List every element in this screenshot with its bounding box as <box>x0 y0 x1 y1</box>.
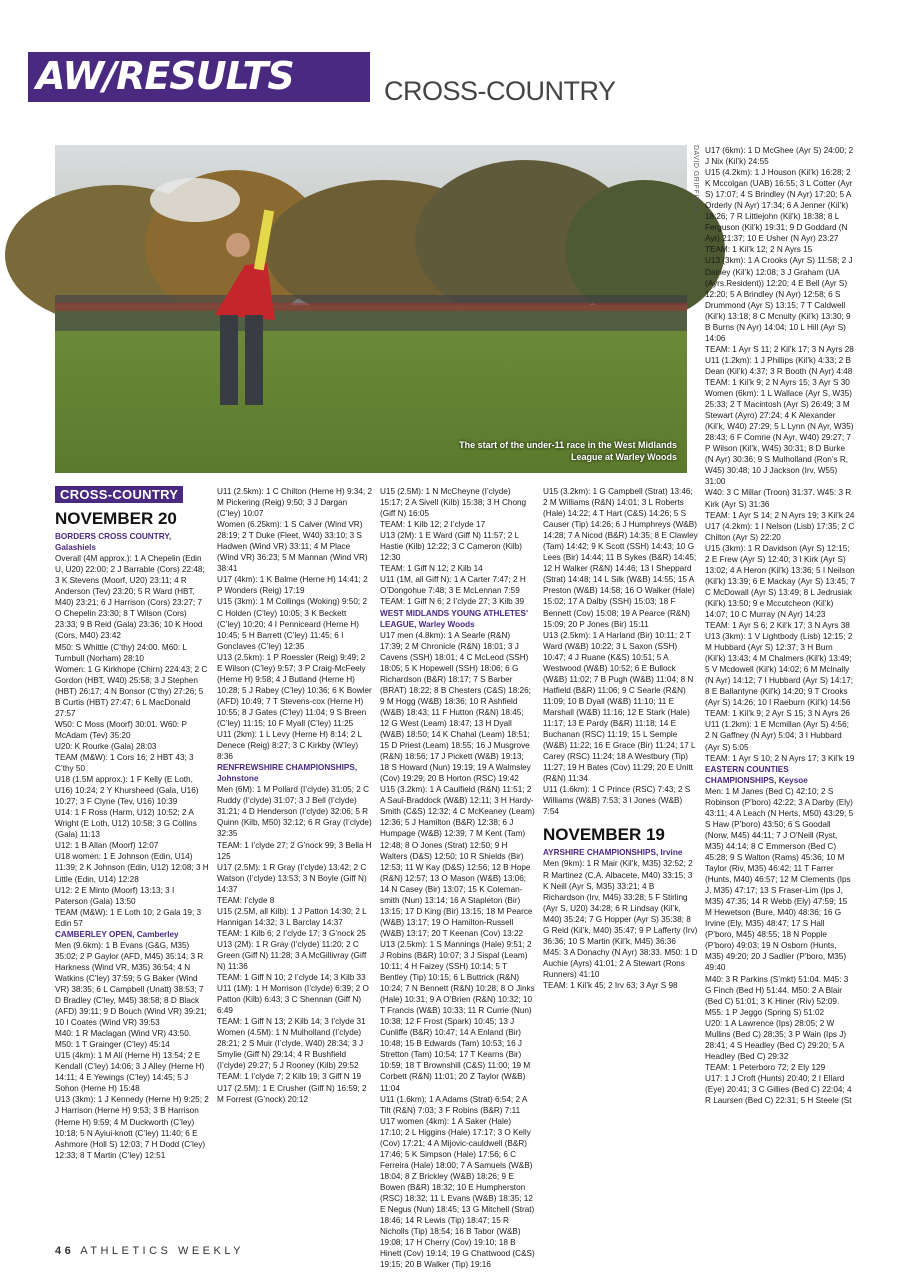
result-line: TEAM: 1 Peterboro 72; 2 Ely 129 <box>705 1062 826 1072</box>
result-line: TEAM: 1 Ayr S 14; 2 N Ayrs 19; 3 Kil’k 24 <box>705 510 855 520</box>
result-line: M40: 1 R Maclagan (Wind VR) 43:50. <box>55 1029 192 1039</box>
result-line: U13 (3km): 1 V Lightbody (Lisb) 12:15; 2 M Hubbard (Ayr S) 12:37; 3 H Burn (Kil’k) 13:43; 4 M Chalmers (Kil’k) 13:49; 5 V Mcdowell (Kil’k) 14:02; 6 M Mclnally (N Ayr) 14:12; 7 I Hubbard (Ayr S) 14:17; 8 E Ballantyne (Kil’k) 14:20; 9 T Crooks (Ayr S) 14:26; 10 I Raeburn (Kil’k) 14:56 <box>705 632 854 708</box>
event-heading-ayrshire: AYRSHIRE CHAMPIONSHIPS, Irvine <box>543 848 683 858</box>
result-line: TEAM: 1 I’clyde 27; 2 G’nock 99; 3 Bella H 125 <box>217 840 372 861</box>
result-line: Women (6km): 1 L Wallace (Ayr S, W35) 25:33; 2 T Macintosh (Ayr S) 26:49; 3 M Stewart (Ayro) 27:24; 4 K Alexander (Kil’k, W40) 27:29; 5 L Lynn (N Ayr, W35) 28:43; 6 F Comrie (N Ayr, W40) 29:27; 7 P Wilson (Kil’k, W45) 30:31; 8 D Burke (N Ayr) 30:36; 9 S Mulholland (Ron’s R, W45) 30:48; 10 J Jackson (Irv, W55) 31:00 <box>705 389 854 487</box>
result-line: U11 (1M, all Giff N): 1 A Carter 7:47; 2 H O’Dongohue 7:48; 3 E McLennan 7:59 <box>380 575 526 596</box>
date-heading-nov20: NOVEMBER 20 <box>55 509 177 529</box>
result-line: U17 (2.5M): 1 E Crusher (Giff N) 16:59; 2 M Forrest (G’nock) 20:12 <box>217 1083 367 1104</box>
event-heading-west-midlands: WEST MIDLANDS YOUNG ATHLETES’ LEAGUE, Warley Woods <box>380 608 528 629</box>
result-line: U15 (4km): 1 M Ali (Herne H) 13:54; 2 E Kendall (C’ley) 14:06; 3 J Alley (Herne H) 14:11; 4 E Yewings (C’ley) 14:45; 5 J Sohon (Herne H) 15:48 <box>55 1051 205 1094</box>
result-line: Women (6.25km): 1 S Calver (Wind VR) 28:19; 2 T Duke (Fleet, W40) 33:10; 3 S Hadwen (Wind VR) 33:11; 4 M Place (Wind VR) 36:23; 5 M Mannan (Wind VR) 38:41 <box>217 520 368 574</box>
result-line: U13 (3km): 1 A Crooks (Ayr S) 11:58; 2 J Dainey (Kil’k) 12:08; 3 J Graham (UA (Ayrs.Resident)) 12:20; 4 E Bell (Ayr S) 12:20; 5 A Brindley (N Ayr) 12:58; 6 S Drummond (Ayr S) 13:15; 7 T Caldwell (Kil’k) 13:18; 8 C Mcnulty (Kil’k) 13:30; 9 B Burns (N Ayr) 14:04; 10 L Hill (Ayr S) 14:06 <box>705 256 853 343</box>
result-line: Women: 1 G Kirkhope (Chirn) 224:43; 2 C Gordon (HBT, W40) 25:58; 3 J Stephen (HBT) 26:17; 4 N Bonsor (C’thy) 27:26; 5 B Curtis (HBT) 27:47; 6 L MacDonald 27:57 <box>55 664 208 718</box>
page-footer <box>55 1245 244 1257</box>
result-line: W50: C Moss (Moorf) 30:01. W60: P McAdam (Tev) 35:20 <box>55 719 187 740</box>
result-line: U15 (4.2km): 1 J Houson (Kil’k) 16:28; 2 K Mccolgan (UAB) 16:55; 3 L Cotter (Ayr S) 17:07; 4 S Brindley (N Ayr) 17:20; 5 A Orderly (N Ayr) 17:34; 6 A Jenner (Kil’k) 18:26; 7 R Littlejohn (Kil’k) 18:38; 8 L Ferguson (Kil’k) 19:31; 9 D Goddard (N Ayr) 21:37; 10 E Usher (N Ayr) 23:27 <box>705 168 853 244</box>
result-line: TEAM: 1 Kil’k 9; 2 Ayr S 15; 3 N Ayrs 26 <box>705 709 850 719</box>
magazine-name: ATHLETICS WEEKLY <box>80 1245 244 1257</box>
event-heading-renfrewshire: RENFREWSHIRE CHAMPIONSHIPS, Johnstone <box>217 763 358 784</box>
result-line: TEAM: 1 Giff N 12; 2 Kilb 14 <box>380 564 483 574</box>
result-line: TEAM: 1 Kilb 12; 2 I’clyde 17 <box>380 520 486 530</box>
result-line: U17 (2.5M): 1 R Gray (I’clyde) 13:42; 2 C Watson (I’clyde) 13:53; 3 N Boyle (Giff N) 14:37 <box>217 862 367 894</box>
result-line: Women (4.5M): 1 N Mulholland (I’clyde) 28:21; 2 S Muir (I’clyde, W40) 28:34; 3 J Smylie (Giff N) 29:14; 4 R Bushfield (I’clyde) 29:27; 5 J Rooney (Kilb) 29:52 <box>217 1028 364 1071</box>
result-line: U13 (2M): 1 E Ward (Giff N) 11:57; 2 L Hastie (Kilb) 12:22; 3 C Cameron (Kilb) 12:30 <box>380 531 522 563</box>
section-title: CROSS-COUNTRY <box>384 76 616 106</box>
result-line: Men (9.6km): 1 B Evans (G&G, M35) 35:02; 2 P Gaylor (AFD, M45) 35:14; 3 R Harkness (Wind VR, M35) 36:54; 4 N Watkins (C’ley) 37:59; 5 G Baker (Wind VR) 38:35; 6 L Campbell (Unatt) 38:53; 7 D Bradley (C’ley, M45) 38:58; 8 D Black (AFD) 39:11; 9 D Bouch (Wind VR) 39:21; 10 I Coates (Wind VR) 39:53 <box>55 940 207 1028</box>
results-banner <box>28 52 370 102</box>
race-start-illustration <box>55 145 687 473</box>
result-line: U14: 1 F Ross (Harm, U12) 10:52; 2 A Wright (E Loth, U12) 10:58; 3 G Collins (Gala) 11:13 <box>55 808 197 840</box>
result-line: TEAM: I’clyde 8 <box>217 895 275 905</box>
result-line: U20: 1 A Lawrence (Ips) 28:05; 2 W Mullins (Bed C) 28:35; 3 P Wain (Ips J) 28:41; 4 S Headley (Bed C) 29:20; 5 A Headley (Bed C) 29:32 <box>705 1018 847 1061</box>
result-line: U12: 2 E Minto (Moorf) 13:13; 3 I Paterson (Gala) 13:50 <box>55 885 175 906</box>
result-line: U15 (3km): 1 M Collings (Woking) 9:50; 2 C Holden (C’ley) 10:05; 3 K Beckett (C’ley) 10:20; 4 I Penniceard (Herne H) 10:45; 5 H Barrett (C’ley) 11:45; 6 I Gonclaves (C’ley) 12:35 <box>217 597 368 651</box>
result-line: M40: 3 R Parkins (S’mkt) 51:04. M45: 3 G Finch (Bed H) 51:44. M50: 2 A Blair (Bed C) 51:01; 3 K Hiner (Riv) 52:09. <box>705 974 849 1006</box>
result-line: U17 men (4.8km): 1 A Searle (R&N) 17:39; 2 M Chronicle (R&N) 18:01; 3 J Cavens (SSH) 18:01; 4 C McLeod (SSH) 18:05; 5 K Hopewell (SSH) 18:06; 6 G Richardson (B&R) 18:17; 7 S Barber (BRAT) 18:22; 8 B Chesters (C&S) 18:26; 9 M Hogg (W&B) 18:36; 10 R Ashfield (W&B) 18:43; 11 F Hutton (R&N) 18:45; 12 G West (Leam) 18:47; 13 H Dyall (W&B) 18:50; 14 K Chahal (Leam) 18:51; 15 D Priest (Leam) 18:55; 16 J Musgrove (R&N) 18:56; 17 J Pickett (W&B) 19:13; 18 S Howard (Nun) 19:19; 19 A Walmsley (Cov) 19:29; 20 B Horton (RSC) 19:42 <box>380 630 531 784</box>
result-line: Men: 1 M Janes (Bed C) 42:10; 2 S Robinson (P’boro) 42:22; 3 A Darby (Ely) 43:11; 4 A Leach (N Herts, M50) 43:29; 5 S Haw (P’boro) 43:50; 6 S Goodall (Norw, M45) 44:11; 7 J O’Neill (Ryst, M35) 44:14; 8 C Emmerson (Bed C) 45:28; 9 S Walton (Rams) 45:36; 10 M Taylor (Riv, M35) 46:42; 11 T Farrer (Hunts, M40) 46:57; 12 M Clements (Ips J, M35) 47:17; 13 S Fraser-Lim (Ips J, M35) 47:35; 14 R Webb (Ely) 47:59; 15 M Hewetson (Bure, M40) 48:36; 16 G Irvine (Ely, M35) 48:47; 17 S Hall (P’boro, M45) 48:55; 18 N Popple (P’boro) 49:03; 19 N Osborn (Hunts, M35) 49:20; 20 J Sadlier (P’boro, M35) 49:40 <box>705 786 854 973</box>
result-line: TEAM: 1 Ayr S 10; 2 N Ayrs 17; 3 Kil’k 19 <box>705 753 855 763</box>
results-column-2 <box>217 486 372 1226</box>
result-line: Men (9km): 1 R Mair (Kil’k, M35) 32:52; 2 R Martinez (C.A. Albacete, M40) 33:15; 3 K Neill (Ayr S, M35) 33:21; 4 B Richardson (Irv, M45) 33:28; 5 F Stirling (Ayr S, U20) 34:28; 6 R Lindsay (Kil’k, M40) 35:24; 7 G Hopper (Ayr S) 35:38; 8 G Reid (Kil’k, M40) 35:47; 9 P Lafferty (Irv) 36:36; 10 S Martin (Kil’k, M45) 36:36 <box>543 859 698 946</box>
result-line: U17 women (4km): 1 A Saker (Hale) 17:10; 2 L Higgins (Hale) 17:17; 3 O Kelly (Cov) 17:21; 4 A Mijovic-cauldwell (B&R) 17:46; 5 K Simpson (Hale) 17:56; 6 C Ferreira (Hale) 18:00; 7 A Samuels (W&B) 18:04; 8 Z Brickley (W&B) 18:26; 9 E Bowen (B&R) 18:32; 10 E Humpherston (RSC) 18:32; 11 L Evans (W&B) 18:35; 12 E Negus (Nun) 18:45; 13 G Mitchell (Strat) 18:46; 14 R Lewis (Tip) 18:47; 15 R Nicholls (Tip) 18:54; 16 B Tabor (W&B) 19:08; 17 H Cherry (Cov) 19:10; 18 B Hinett (Cov) 19:14; 19 G Chattwood (C&S) 19:15; 20 B Walker (Tip) 19:16 <box>380 1116 535 1270</box>
banner-title: AW/RESULTS <box>36 54 294 98</box>
result-line: U11 (1.2km): 1 E Mcmillan (Ayr S) 4:56; 2 N Gaffney (N Ayr) 5:04; 3 I Hubbard (Ayr S) 5:05 <box>705 720 849 752</box>
result-line: TEAM: 1 Giff N 6; 2 I’clyde 27; 3 Kilb 39 <box>380 597 525 607</box>
result-line: U20: K Rourke (Gala) 28:03 <box>55 741 157 751</box>
result-line: U15 (2.5M, all Kilb): 1 J Patton 14:30; 2 L Hannigan 14:32; 3 L Barclay 14:37 <box>217 906 367 927</box>
result-line: TEAM: 1 Kil’k 12; 2 N Ayrs 15 <box>705 245 813 255</box>
result-line: U18 women: 1 E Johnson (Edin, U14) 11:39; 2 K Johnson (Edin, U12) 12:08; 3 H Little (Edin, U14) 12:28 <box>55 852 209 884</box>
section-tag: CROSS-COUNTRY <box>55 486 183 503</box>
result-line: U11 (1M): 1 H Morrison (I’clyde) 6:39; 2 O Patton (Kilb) 6:43; 3 C Shennan (Giff N) 6:49 <box>217 984 369 1016</box>
photo-credit <box>690 145 700 215</box>
result-line: U11 (1.2km): 1 J Phillips (Kil’k) 4:33; 2 B Dean (Kil’k) 4:37; 3 R Booth (N Ayr) 4:48 <box>705 355 853 376</box>
result-line: U17 (6km): 1 D McGhee (Ayr S) 24:00; 2 J Nix (Kil’k) 24:55 <box>705 146 854 167</box>
result-line: TEAM: 1 Kilb 6; 2 I’clyde 17; 3 G’nock 25 <box>217 928 366 938</box>
result-line: U13 (2.5km): 1 P Roessler (Reig) 9:49; 2 E Wilson (C’ley) 9:57; 3 P Craig-McFeely (Herne H) 9:58; 4 J Butland (Herne H) 10:28; 5 J Rabey (C’ley) 10:36; 6 K Bowler (AFD) 10:49; 7 T Stevens-cox (Herne H) 10:55; 8 J Gates (C’ley) 11:04; 9 S Breen (C’ley) 11:15; 10 F Myall (C’ley) 11:25 <box>217 652 372 728</box>
result-line: U13 (2M): 1 R Gray (I’clyde) 11:20; 2 C Green (Giff N) 11:28; 3 A McGillivray (Giff N) 11:36 <box>217 939 367 972</box>
result-line: M45: 3 A Donachy (N Ayr) 38:33. M50: 1 D Auchie (Ayrs) 41:01; 2 A Stewart (Rons Runners) 41:10 <box>543 947 698 979</box>
result-line: U17 (4km): 1 K Balme (Herne H) 14:41; 2 P Wonders (Reig) 17:19 <box>217 575 368 596</box>
result-line: TEAM: 1 Kil’k 9; 2 N Ayrs 15; 3 Ayr S 30 <box>705 377 850 387</box>
result-line: U11 (2km): 1 L Levy (Herne H) 8:14; 2 L Denece (Reig) 8:27; 3 C Kirkby (W’ley) 8:36 <box>217 730 362 762</box>
result-line: M55: 1 P Jeggo (Spring S) 51:02 <box>705 1007 825 1017</box>
event-heading-eastern: EASTERN COUNTIES CHAMPIONSHIPS, Keysoe <box>705 764 808 785</box>
result-line: M50: 1 T Grainger (C’ley) 45:14 <box>55 1040 170 1050</box>
result-line: TEAM: 1 I’clyde 7; 2 Kilb 19; 3 Giff N 19 <box>217 1072 362 1082</box>
results-column-3 <box>380 486 535 1270</box>
result-line: U17 (4.2km): 1 I Nelson (Lisb) 17:35; 2 C Chilton (Ayr S) 22:20 <box>705 521 855 542</box>
result-line: U11 (1.6km): 1 A Adams (Strat) 6:54; 2 A Tilt (R&N) 7:03; 3 F Robins (B&R) 7:11 <box>380 1094 527 1115</box>
result-line: U15 (3km): 1 R Davidson (Ayr S) 12:15; 2 E Frew (Ayr S) 12:40; 3 I Kirk (Ayr S) 13:02; 4 A Heron (Kil’k) 13:36; 5 I Neilson (Kil’k) 13:39; 6 E Mackay (Ayr S) 13:45; 7 C McDowall (Ayr S) 13:49; 8 L Jedrusiak (Kil’k) 13:50; 9 e Mccutcheon (Kil’k) 14:07; 10 C Murray (N Ayr) 14:23 <box>705 543 856 619</box>
result-line: U11 (1.6km): 1 C Prince (RSC) 7:43; 2 S Williams (W&B) 7:53; 3 I Jones (W&B) 7:54 <box>543 785 691 817</box>
result-line: U13 (2.5km): 1 S Mannings (Hale) 9:51; 2 J Robins (B&R) 10:07; 3 J Sispal (Leam) 10:11; 4 H Faizey (SSH) 10:14; 5 T Bentley (Tip) 10:15; 6 L Buttrick (R&N) 10:24; 7 N Bennett (R&N) 10:28; 8 O Jinks (Hale) 10:31; 9 A O’Brien (R&N) 10:32; 10 T Francis (W&B) 10:33; 11 R Currie (Nun) 10:38; 12 F Frost (Spark) 10:45; 13 J Cunliffe (B&R) 10:47; 14 A Enland (Bir) 10:48; 15 B Edwards (Tam) 10:53; 16 J Stretton (Tam) 10:54; 17 T Kearns (Bir) 10:59; 18 T Brownshill (C&S) 11:00; 19 M Corbett (R&N) 11:01; 20 Z Taylor (W&B) 11:04 <box>380 939 535 1093</box>
result-line: U15 (3.2km): 1 A Caulfield (R&N) 11:51; 2 A Saul-Braddock (W&B) 12:11; 3 H Hardy-Smith (C&S) 12:32; 4 C McKeaney (Leam) 12:36; 5 J Hamilton (B&R) 12:38; 6 J Humpage (W&B) 12:39; 7 M Kent (Tam) 12:48; 8 O Jones (Strat) 12:50; 9 H Walters (D&S) 12:50; 10 R Shields (Bir) 12:53; 11 W Kay (D&S) 12:56; 12 B Hope (R&N) 12:57; 13 O Mason (W&B) 13:06; 14 N Casey (Bir) 13:07; 15 K Coleman-smith (Nun) 13:14; 16 A Stapleton (Bir) 13:15; 17 D King (Bir) 13:15; 18 M Pearce (W&B) 13:17; 19 O Hamilton-Russell (W&B) 13:17; 20 T Keenan (Cov) 13:22 <box>380 785 535 938</box>
date-heading-nov19: NOVEMBER 19 <box>543 825 665 845</box>
result-line: TEAM: 1 Giff N 13; 2 Kilb 14; 3 I’clyde 31 <box>217 1017 366 1027</box>
results-column-5 <box>705 145 855 1255</box>
results-column-4 <box>543 486 698 1226</box>
result-line: Overall (4M approx.): 1 A Chepelin (Edin U, U20) 22:00; 2 J Barrable (Cors) 22:48; 3 K Stevens (Moorf, U20) 23:11; 4 R Anderson (Tev) 23:20; 5 R Ward (HBT, M40) 23:21; 6 J Harrison (Cors) 23:27; 7 O Chepelin 23:30; 8 T Wilson (Cors) 23:33; 9 B Reid (Gala) 23:36; 10 K Hood (Cors, M40) 23:42 <box>55 554 205 641</box>
result-line: TEAM: 1 Ayr S 11; 2 Kil’k 17; 3 N Ayrs 28 <box>705 344 854 354</box>
page-number: 46 <box>55 1245 75 1257</box>
event-heading-camberley: CAMBERLEY OPEN, Camberley <box>55 929 179 939</box>
result-line: U11 (2.5km): 1 C Chilton (Herne H) 9:34; 2 M Pickering (Reig) 9:50; 3 J Dargan (C’ley) 10:07 <box>217 487 373 519</box>
result-line: TEAM (M&W): 1 E Loth 10; 2 Gala 19; 3 Edin 57 <box>55 907 202 928</box>
event-heading-borders: BORDERS CROSS COUNTRY, Galashiels <box>55 532 172 553</box>
result-line: U12: 1 B Allan (Moorf) 12:07 <box>55 841 159 851</box>
result-line: TEAM: 1 Kil’k 45; 2 Irv 63; 3 Ayr S 98 <box>543 980 678 990</box>
result-line: U15 (3.2km): 1 G Campbell (Strat) 13:46; 2 M Williams (R&N) 14:01; 3 L Roberts (Hale) 14:22; 4 T Hart (C&S) 14:26; 5 S Causer (Tip) 14:26; 6 J Humphreys (W&B) 14:28; 7 A Nicod (B&R) 14:35; 8 E Clawley (Tam) 14:42; 9 K Scott (SSH) 14:43; 10 G Lees (Bir) 14:44; 11 B Sykes (B&R) 14:45; 12 H Walker (R&N) 14:46; 13 I Sheppard (Strat) 14:48; 14 L Silk (W&B) 14:55; 15 A Preston (W&B) 14:58; 16 O Walker (Hale) 15:02; 17 A Dalby (SSH) 15:03; 18 F Bennett (Cov) 15:08; 19 A Pearce (R&N) 15:09; 20 P Jones (Bir) 15:11 <box>543 487 698 629</box>
result-line: TEAM: 1 Ayr S 6; 2 Kil’k 17; 3 N Ayrs 38 <box>705 621 850 631</box>
photo-caption: The start of the under-11 race in the West Midlands League at Warley Woods <box>459 440 677 462</box>
result-line: U13 (3km): 1 J Kennedy (Herne H) 9:25; 2 J Harrison (Herne H) 9:53; 3 B Harrison (Herne H) 9:59; 4 M Duckworth (C’ley) 10:18; 5 N Ayiui-knott (C’ley) 11:40; 6 E Ashmore (Holl S) 12:03; 7 H Dodd (C’ley) 12:33; 8 T Martin (C’ley) 12:51 <box>55 1095 209 1160</box>
result-line: U18 (1.5M approx.): 1 F Kelly (E Loth, U16) 10:24; 2 Y Khursheed (Gala, U16) 10:27; 3 F Clyne (Tev, U16) 10:39 <box>55 775 199 807</box>
result-line: M50: S Whittle (C’thy) 24:00. M60: L Turnbull (Norham) 28:10 <box>55 642 187 663</box>
result-line: U15 (2.5M): 1 N McCheyne (I’clyde) 15:17; 2 A Sivell (Kilb) 15:38; 3 H Chong (Giff N) 16:05 <box>380 487 527 519</box>
results-column-1 <box>55 486 209 1226</box>
result-line: U13 (2.5km): 1 A Harland (Bir) 10:11; 2 T Ward (W&B) 10:22; 3 L Saxon (SSH) 10:47; 4 J Ruane (K&S) 10:51; 5 A Westwood (W&B) 10:52; 6 E Bullock (W&B) 11:02; 7 B Pugh (W&B) 11:04; 8 N Hatfield (B&R) 11:06; 9 C Searle (R&N) 11:09; 10 B Dyall (W&B) 11:10; 11 E Marshall (W&B) 11:16; 12 E Stark (Hale) 11:17; 13 E Pardy (B&R) 11:18; 14 E Buchanan (RSC) 11:19; 15 L Semple (W&B) 11:22; 16 E Grace (Bir) 11:24; 17 L Carey (RSC) 11:24; 18 A Westbury (Tip) 11:27; 19 H Bates (Cov) 11:29; 20 E Unitt (R&N) 11:34 <box>543 630 696 784</box>
result-line: TEAM: 1 Giff N 10; 2 I’clyde 14; 3 Kilb 33 <box>217 973 366 983</box>
race-start-photo <box>55 145 687 473</box>
result-line: TEAM (M&W): 1 Cors 16; 2 HBT 43; 3 C’thy 50 <box>55 752 194 774</box>
result-line: U17: 1 J Croft (Hunts) 20:40; 2 I Ellard (Eye) 20:41; 3 C Gillies (Bed C) 22:04; 4 R Laursen (Bed C) 22:31; 5 H Steele (St <box>705 1073 852 1106</box>
result-line: W40: 3 C Millar (Troon) 31:37. W45: 3 R Kirk (Ayr S) 31:36 <box>705 488 852 509</box>
photo-credit-text: DAVID GRIFFITHS <box>692 145 699 213</box>
result-line: Men (6M): 1 M Pollard (I’clyde) 31:05; 2 C Ruddy (I’clyde) 31:07; 3 J Bell (I’clyde) 31:21; 4 D Henderson (I’clyde) 32:06; 5 R Quinn (Kilb, M50) 32:12; 6 R Gray (I’clyde) 32:35 <box>217 785 372 839</box>
